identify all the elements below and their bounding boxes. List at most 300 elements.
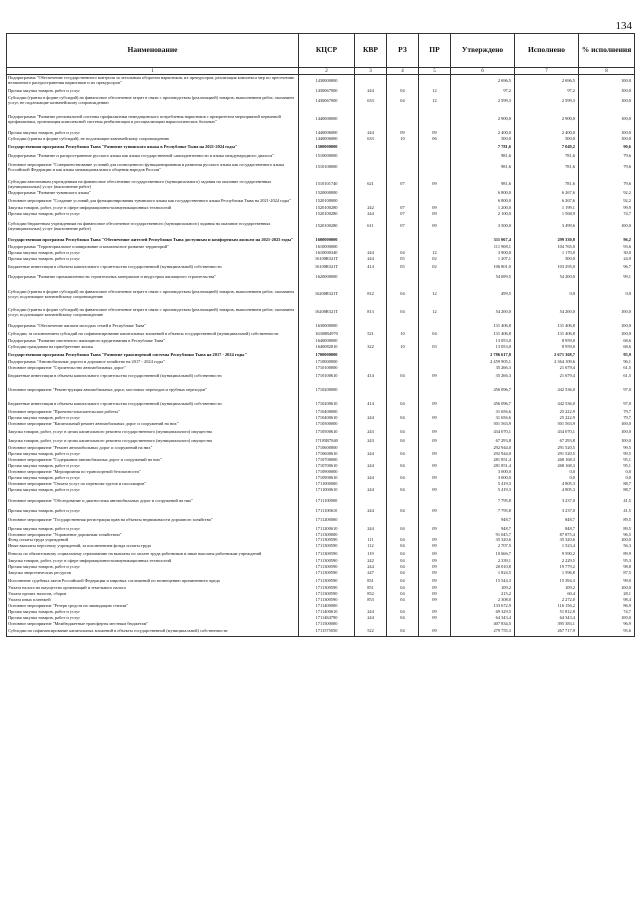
cell-kcsr: 1711000000 bbox=[299, 482, 355, 488]
cell-kvr: 242 bbox=[355, 559, 387, 565]
cell-approved: 215,2 bbox=[451, 592, 515, 598]
cell-executed: 15 394,3 bbox=[515, 577, 579, 586]
cell-name: Бюджетные инвестиции в объекты капитального строительства государственной (муниципальной) собственности bbox=[7, 263, 299, 272]
cell-executed: 104 765,0 bbox=[515, 245, 579, 251]
cell-percent: 100,0 bbox=[579, 95, 635, 108]
cell-kcsr: 1710600000 bbox=[299, 446, 355, 452]
cell-executed: 1 170,0 bbox=[515, 251, 579, 257]
cell-executed: 2 696,5 bbox=[515, 75, 579, 88]
cell-kvr: 414 bbox=[355, 372, 387, 382]
cell-rz: 04 bbox=[387, 488, 419, 494]
cell-kcsr: 1520100280 bbox=[299, 212, 355, 218]
cell-executed: 267 717,9 bbox=[515, 628, 579, 637]
table-row bbox=[7, 272, 635, 284]
cell-executed: 2 900,0 bbox=[515, 113, 579, 127]
table-row bbox=[7, 386, 635, 396]
cell-executed: 299 330,8 bbox=[515, 236, 579, 245]
cell-approved: 6 800,0 bbox=[451, 190, 515, 197]
cell-approved: 1 207,1 bbox=[451, 257, 515, 263]
cell-name: Бюджетные инвестиции в объекты капитального строительства государственной (муниципальной) собственности bbox=[7, 372, 299, 382]
cell-pr: 12 bbox=[419, 306, 451, 320]
cell-rz: 07 bbox=[387, 180, 419, 190]
cell-pr: 09 bbox=[419, 628, 451, 637]
cell-name: Подпрограмма "Автомобильные дороги и дорожное хозяйство на 2017 - 2024 годы" bbox=[7, 360, 299, 366]
cell-rz: 04 bbox=[387, 616, 419, 622]
cell-executed: 848,7 bbox=[515, 527, 579, 533]
table-row bbox=[7, 197, 635, 206]
cell-name: Основное мероприятие "Содержание автомобильных дорог и сооружений на них" bbox=[7, 458, 299, 464]
cell-pr: 09 bbox=[419, 416, 451, 422]
cell-rz: 04 bbox=[387, 538, 419, 544]
cell-rz: 07 bbox=[387, 222, 419, 232]
cell-name: Уплата иных платежей bbox=[7, 598, 299, 604]
cell-rz: 04 bbox=[387, 288, 419, 302]
cell-pr: 09 bbox=[419, 586, 451, 592]
table-row bbox=[7, 180, 635, 190]
cell-percent: 97,0 bbox=[579, 400, 635, 410]
cell-percent: 100,0 bbox=[579, 616, 635, 622]
cell-name: Основное мероприятие "Создание условий для функционирования тувинского языка как государственного языка Республики Тыва на 2021-2024 годы" bbox=[7, 197, 299, 206]
cell-pr bbox=[419, 75, 451, 88]
cell-kcsr: 1711300590 bbox=[299, 559, 355, 565]
cell-percent: 41,5 bbox=[579, 509, 635, 515]
cell-pr bbox=[419, 197, 451, 206]
cell-kcsr: 1710700000 bbox=[299, 458, 355, 464]
cell-kvr: 414 bbox=[355, 263, 387, 272]
cell-kcsr: 1630000000 bbox=[299, 324, 355, 330]
cell-kvr: 119 bbox=[355, 550, 387, 559]
cell-rz: 04 bbox=[387, 592, 419, 598]
cell-pr: 02 bbox=[419, 257, 451, 263]
cell-percent: 30,0 bbox=[579, 251, 635, 257]
column-number: 6 bbox=[451, 68, 515, 75]
cell-executed: 7 049,2 bbox=[515, 143, 579, 152]
cell-executed: 6 267,6 bbox=[515, 190, 579, 197]
cell-rz: 09 bbox=[387, 131, 419, 137]
cell-approved: 54 699,5 bbox=[451, 272, 515, 284]
cell-name: Основное мероприятие "Резерв средств на ликвидацию стихии" bbox=[7, 604, 299, 610]
cell-kvr: 852 bbox=[355, 592, 387, 598]
cell-percent: 95,1 bbox=[579, 458, 635, 464]
table-row bbox=[7, 143, 635, 152]
cell-percent: 74,7 bbox=[579, 610, 635, 616]
cell-pr: 12 bbox=[419, 251, 451, 257]
cell-name: Исполнение судебных актов Российской Федерации и мировых соглашений по возмещению причиненного вреда bbox=[7, 577, 299, 586]
cell-name: Прочая закупка товаров, работ и услуг bbox=[7, 131, 299, 137]
cell-pr: 12 bbox=[419, 288, 451, 302]
cell-approved: 64 343,4 bbox=[451, 616, 515, 622]
cell-approved: 3 500,0 bbox=[451, 222, 515, 232]
cell-percent: 79,6 bbox=[579, 161, 635, 175]
cell-approved: 2 900,0 bbox=[451, 113, 515, 127]
cell-rz: 04 bbox=[387, 527, 419, 533]
cell-kcsr: 1610000340 bbox=[299, 251, 355, 257]
cell-name: Государственная программа Республики Тыва "Развитие тувинского языка в Республике Тыва на 2021-2024 годы" bbox=[7, 143, 299, 152]
cell-percent: 89,5 bbox=[579, 527, 635, 533]
cell-rz: 04 bbox=[387, 437, 419, 446]
cell-executed: 64 343,4 bbox=[515, 616, 579, 622]
cell-name: Закупка товаров, работ, услуг в сфере информационно-коммуникационных технологий bbox=[7, 559, 299, 565]
cell-approved: 1 824,5 bbox=[451, 571, 515, 577]
table-body bbox=[7, 75, 635, 637]
cell-rz bbox=[387, 498, 419, 505]
cell-rz: 04 bbox=[387, 372, 419, 382]
cell-executed: 109,2 bbox=[515, 586, 579, 592]
cell-pr: 02 bbox=[419, 263, 451, 272]
cell-executed: 97,2 bbox=[515, 88, 579, 95]
cell-kcsr: 1711300590 bbox=[299, 538, 355, 544]
cell-percent: 97,0 bbox=[579, 386, 635, 396]
cell-executed: 1 596,8 bbox=[515, 571, 579, 577]
cell-approved: 91 045,7 bbox=[451, 533, 515, 538]
cell-percent: 79,7 bbox=[579, 416, 635, 422]
cell-kvr: 244 bbox=[355, 131, 387, 137]
cell-percent: 0,0 bbox=[579, 288, 635, 302]
cell-percent: 68,6 bbox=[579, 339, 635, 345]
cell-kcsr: 1711200000 bbox=[299, 515, 355, 527]
cell-rz bbox=[387, 236, 419, 245]
cell-pr: 09 bbox=[419, 488, 451, 494]
cell-kvr bbox=[355, 236, 387, 245]
cell-pr: 09 bbox=[419, 538, 451, 544]
cell-executed: 2 272,0 bbox=[515, 598, 579, 604]
cell-name: Субсидии автономным учреждениям на финансовое обеспечение государственного (муниципального) задания на оказание государственных (муниципальных) услуг (выполнение работ) bbox=[7, 180, 299, 190]
cell-kvr: 621 bbox=[355, 180, 387, 190]
cell-kvr: 243 bbox=[355, 437, 387, 446]
cell-name: Прочая закупка товаров, работ и услуг bbox=[7, 464, 299, 470]
cell-pr: 09 bbox=[419, 476, 451, 482]
column-number-row bbox=[7, 68, 635, 75]
cell-percent: 100,0 bbox=[579, 428, 635, 437]
cell-name: Прочая закупка товаров, работ и услуг bbox=[7, 257, 299, 263]
cell-name: Субсидии (гранты в форме субсидий) на финансовое обеспечение затрат в связи с производством (реализацией) товаров, выполнением работ, оказанием услуг, подлежащие казначейскому сопровождению bbox=[7, 288, 299, 302]
cell-kcsr: 1711300590 bbox=[299, 571, 355, 577]
cell-rz: 04 bbox=[387, 509, 419, 515]
cell-kcsr: 1440006000 bbox=[299, 137, 355, 143]
cell-kvr: 853 bbox=[355, 598, 387, 604]
cell-kvr bbox=[355, 272, 387, 284]
cell-approved: 7 781,6 bbox=[451, 143, 515, 152]
cell-name: Основное мероприятие "Мероприятия по транспортной безопасности" bbox=[7, 470, 299, 476]
cell-kcsr: 1711300590 bbox=[299, 592, 355, 598]
cell-kcsr: 1711300590 bbox=[299, 577, 355, 586]
cell-percent: 56,3 bbox=[579, 544, 635, 550]
cell-executed: 848,7 bbox=[515, 515, 579, 527]
cell-rz bbox=[387, 272, 419, 284]
cell-kcsr: 1430067000 bbox=[299, 88, 355, 95]
cell-approved: 97,2 bbox=[451, 88, 515, 95]
cell-approved: 2 339,1 bbox=[451, 559, 515, 565]
cell-pr bbox=[419, 161, 451, 175]
cell-rz: 10 bbox=[387, 330, 419, 339]
cell-executed: 21 679,4 bbox=[515, 366, 579, 372]
cell-kcsr: 1610000000 bbox=[299, 245, 355, 251]
cell-approved: 54 200,0 bbox=[451, 306, 515, 320]
cell-executed: 0,0 bbox=[515, 476, 579, 482]
cell-approved: 13 053,0 bbox=[451, 345, 515, 351]
cell-kcsr: 1510101740 bbox=[299, 180, 355, 190]
cell-kvr bbox=[355, 75, 387, 88]
table-row bbox=[7, 628, 635, 637]
cell-approved: 5 419,3 bbox=[451, 488, 515, 494]
cell-percent: 100,0 bbox=[579, 422, 635, 428]
cell-rz: 04 bbox=[387, 400, 419, 410]
cell-kcsr: 1710900610 bbox=[299, 476, 355, 482]
cell-kcsr: 1711200610 bbox=[299, 527, 355, 533]
cell-executed: 25 222,9 bbox=[515, 416, 579, 422]
cell-executed: 35 320,6 bbox=[515, 538, 579, 544]
cell-kcsr: 17105R7840 bbox=[299, 437, 355, 446]
cell-approved: 5 419,3 bbox=[451, 482, 515, 488]
cell-name: Бюджетные инвестиции в объекты капитального строительства государственной (муниципальной) собственности bbox=[7, 400, 299, 410]
cell-percent: 100,0 bbox=[579, 222, 635, 232]
cell-pr: 09 bbox=[419, 437, 451, 446]
cell-rz: 04 bbox=[387, 577, 419, 586]
cell-rz: 04 bbox=[387, 251, 419, 257]
cell-executed: 6 267,6 bbox=[515, 197, 579, 206]
table-row bbox=[7, 306, 635, 320]
cell-pr: 09 bbox=[419, 544, 451, 550]
cell-kcsr: 1710100610 bbox=[299, 372, 355, 382]
header-pr: ПР bbox=[419, 34, 451, 68]
table-row bbox=[7, 515, 635, 527]
cell-percent: 61,5 bbox=[579, 372, 635, 382]
cell-name: Прочая закупка товаров, работ и услуг bbox=[7, 416, 299, 422]
cell-approved: 2 100,0 bbox=[451, 212, 515, 218]
cell-rz: 04 bbox=[387, 610, 419, 616]
cell-executed: 67 293,8 bbox=[515, 437, 579, 446]
cell-name: Прочая закупка товаров, работ и услуг bbox=[7, 610, 299, 616]
table-row bbox=[7, 330, 635, 339]
cell-approved: 501 563,9 bbox=[451, 422, 515, 428]
cell-kcsr: 1520100000 bbox=[299, 197, 355, 206]
cell-pr bbox=[419, 386, 451, 396]
cell-percent: 96,1 bbox=[579, 360, 635, 366]
cell-kcsr: 1710600610 bbox=[299, 452, 355, 458]
cell-percent: 0,0 bbox=[579, 470, 635, 476]
cell-executed: 116 156,2 bbox=[515, 604, 579, 610]
cell-executed: 2 364 109,6 bbox=[515, 360, 579, 366]
cell-name: Закупка товаров, работ, услуг в сфере информационно-коммуникационных технологий bbox=[7, 206, 299, 212]
column-number: 2 bbox=[299, 68, 355, 75]
cell-executed: 54 200,0 bbox=[515, 272, 579, 284]
cell-pr: 09 bbox=[419, 212, 451, 218]
cell-kcsr: 1710700610 bbox=[299, 464, 355, 470]
cell-kcsr: 1711400000 bbox=[299, 604, 355, 610]
cell-pr: 09 bbox=[419, 372, 451, 382]
cell-pr bbox=[419, 272, 451, 284]
cell-approved: 7 795,8 bbox=[451, 498, 515, 505]
cell-rz: 04 bbox=[387, 95, 419, 108]
cell-name: Основное мероприятие "Строительство автомобильных дорог" bbox=[7, 366, 299, 372]
cell-rz: 04 bbox=[387, 416, 419, 422]
cell-approved: 13 053,0 bbox=[451, 339, 515, 345]
cell-kcsr: 1710200000 bbox=[299, 386, 355, 396]
cell-approved: 434 070,1 bbox=[451, 428, 515, 437]
cell-kcsr: 1500000000 bbox=[299, 143, 355, 152]
column-number: 5 bbox=[419, 68, 451, 75]
cell-rz bbox=[387, 515, 419, 527]
cell-name: Прочая закупка товаров, работ и услуг bbox=[7, 527, 299, 533]
cell-pr: 09 bbox=[419, 592, 451, 598]
cell-percent: 100,0 bbox=[579, 137, 635, 143]
cell-pr bbox=[419, 113, 451, 127]
cell-name: Иные выплаты персоналу учреждений, за исключением фонда оплаты труда bbox=[7, 544, 299, 550]
cell-percent: 28,1 bbox=[579, 592, 635, 598]
cell-percent: 41,5 bbox=[579, 498, 635, 505]
cell-name: Подпрограмма "Обеспечение государственного контроля за легальным оборотом наркотиков, их прекурсоров, реализация комплекса мер по пресечению незаконного распространения наркотиков и их прекурсоров" bbox=[7, 75, 299, 88]
cell-executed: 87 875,4 bbox=[515, 533, 579, 538]
cell-kvr: 112 bbox=[355, 544, 387, 550]
cell-executed: 0,0 bbox=[515, 470, 579, 476]
cell-executed: 21 679,4 bbox=[515, 372, 579, 382]
table-row bbox=[7, 152, 635, 161]
cell-percent: 100,0 bbox=[579, 113, 635, 127]
cell-approved: 281 851,4 bbox=[451, 464, 515, 470]
cell-pr: 09 bbox=[419, 610, 451, 616]
cell-percent: 79,6 bbox=[579, 180, 635, 190]
table-row bbox=[7, 351, 635, 360]
cell-pr: 09 bbox=[419, 509, 451, 515]
table-row bbox=[7, 372, 635, 382]
cell-approved: 2 707,5 bbox=[451, 544, 515, 550]
cell-kvr: 633 bbox=[355, 95, 387, 108]
cell-name: Прочая закупка товаров, работ и услуг bbox=[7, 88, 299, 95]
header-name: Наименование bbox=[7, 34, 299, 68]
cell-rz: 04 bbox=[387, 544, 419, 550]
cell-kcsr: 1710400610 bbox=[299, 416, 355, 422]
table-row bbox=[7, 428, 635, 437]
cell-percent: 86,9 bbox=[579, 604, 635, 610]
cell-name: Прочая закупка товаров, работ и услуг bbox=[7, 488, 299, 494]
header-kvr: КВР bbox=[355, 34, 387, 68]
cell-kcsr: 1711400610 bbox=[299, 610, 355, 616]
column-number: 4 bbox=[387, 68, 419, 75]
cell-kvr: 111 bbox=[355, 538, 387, 544]
cell-kvr: 244 bbox=[355, 610, 387, 616]
cell-name: Прочая закупка товаров, работ и услуг bbox=[7, 476, 299, 482]
cell-executed: 8 959,0 bbox=[515, 345, 579, 351]
cell-percent: 95,3 bbox=[579, 559, 635, 565]
cell-name: Подпрограмма "Территориальное планирование и комплексное развитие территорий" bbox=[7, 245, 299, 251]
cell-percent: 87,5 bbox=[579, 571, 635, 577]
cell-kvr bbox=[355, 113, 387, 127]
cell-kcsr: 1711300590 bbox=[299, 586, 355, 592]
cell-pr: 09 bbox=[419, 452, 451, 458]
cell-percent: 89,9 bbox=[579, 550, 635, 559]
cell-pr: 12 bbox=[419, 88, 451, 95]
cell-approved: 3 900,0 bbox=[451, 251, 515, 257]
cell-percent: 96,2 bbox=[579, 236, 635, 245]
cell-executed: 2 671 368,7 bbox=[515, 351, 579, 360]
cell-name: Основное мероприятие "Межбюджетные трансферты местным бюджетам" bbox=[7, 622, 299, 628]
cell-pr: 03 bbox=[419, 345, 451, 351]
cell-kcsr: 1710500610 bbox=[299, 428, 355, 437]
cell-executed: 3 237,0 bbox=[515, 509, 579, 515]
cell-approved: 2 696,5 bbox=[451, 75, 515, 88]
cell-percent: 92,2 bbox=[579, 197, 635, 206]
cell-kcsr: 1620000000 bbox=[299, 272, 355, 284]
cell-executed: 54 200,0 bbox=[515, 306, 579, 320]
cell-kvr bbox=[355, 161, 387, 175]
cell-kvr: 242 bbox=[355, 206, 387, 212]
cell-percent: 79,6 bbox=[579, 152, 635, 161]
cell-pr: 09 bbox=[419, 400, 451, 410]
cell-name: Субсидии бюджетным учреждениям на финансовое обеспечение государственного (муниципального) задания на оказание государственных (муниципальных) услуг (выполнение работ) bbox=[7, 222, 299, 232]
cell-executed: 51 812,8 bbox=[515, 610, 579, 616]
cell-kvr: 244 bbox=[355, 509, 387, 515]
table-header-row bbox=[7, 34, 635, 68]
header-executed: Исполнено bbox=[515, 34, 579, 68]
cell-pr bbox=[419, 152, 451, 161]
cell-kvr: 244 bbox=[355, 616, 387, 622]
cell-kcsr: 1440000000 bbox=[299, 113, 355, 127]
cell-kcsr: 16200R321T bbox=[299, 288, 355, 302]
cell-name: Основное мероприятие "Обследование и диагностика автомобильных дорог и сооружений на них" bbox=[7, 498, 299, 505]
cell-rz: 10 bbox=[387, 345, 419, 351]
table-row bbox=[7, 222, 635, 232]
cell-kvr: 244 bbox=[355, 565, 387, 571]
cell-name: Основное мероприятие "Совершенствование условий для полноценного функционирования и развития русского языка как государственного языка Российской Федерации и как языка межнационального общения народов России" bbox=[7, 161, 299, 175]
cell-kvr: 244 bbox=[355, 476, 387, 482]
table-row bbox=[7, 263, 635, 272]
cell-approved: 2 459 905,1 bbox=[451, 360, 515, 366]
cell-executed: 781,6 bbox=[515, 152, 579, 161]
cell-executed: 2 400,0 bbox=[515, 131, 579, 137]
cell-approved: 500,0 bbox=[451, 137, 515, 143]
header-kcsr: КЦСР bbox=[299, 34, 355, 68]
cell-percent: 0,0 bbox=[579, 476, 635, 482]
cell-approved: 6 800,0 bbox=[451, 197, 515, 206]
cell-percent: 98,4 bbox=[579, 598, 635, 604]
cell-kvr: 244 bbox=[355, 251, 387, 257]
cell-percent: 100,0 bbox=[579, 75, 635, 88]
table-row bbox=[7, 498, 635, 505]
cell-executed: 2 229,5 bbox=[515, 559, 579, 565]
cell-name: Субсидии (гранты в форме субсидий) на финансовое обеспечение затрат в связи с производством (реализацией) товаров, выполнением работ, оказанием услуг, подлежащие казначейскому сопровождению bbox=[7, 306, 299, 320]
cell-approved: 981,6 bbox=[451, 152, 515, 161]
cell-name: Прочая закупка товаров, работ и услуг bbox=[7, 452, 299, 458]
cell-name: Взносы по обязательному социальному страхованию на выплаты по оплате труда работников и иные выплаты работникам учреждений bbox=[7, 550, 299, 559]
cell-rz: 04 bbox=[387, 628, 419, 637]
cell-executed: 442 536,0 bbox=[515, 400, 579, 410]
cell-pr: 09 bbox=[419, 577, 451, 586]
cell-name: Закупка товаров, работ, услуг в целях капитального ремонта государственного (муниципального) имущества bbox=[7, 437, 299, 446]
cell-name: Прочая закупка товаров, работ и услуг bbox=[7, 565, 299, 571]
cell-executed: 268 168,3 bbox=[515, 458, 579, 464]
cell-name: Субсидии (гранты в форме субсидий), не подлежащие казначейскому сопровождению bbox=[7, 137, 299, 143]
cell-executed: 1 199,1 bbox=[515, 206, 579, 212]
cell-kvr: 611 bbox=[355, 222, 387, 232]
cell-approved: 456 096,7 bbox=[451, 386, 515, 396]
cell-executed: 1 568,9 bbox=[515, 212, 579, 218]
cell-approved: 2 599,3 bbox=[451, 95, 515, 108]
cell-approved: 981,6 bbox=[451, 180, 515, 190]
cell-rz: 04 bbox=[387, 428, 419, 437]
cell-percent: 74,7 bbox=[579, 212, 635, 218]
cell-kvr: 812 bbox=[355, 288, 387, 302]
cell-percent: 99,5 bbox=[579, 452, 635, 458]
cell-kvr bbox=[355, 197, 387, 206]
cell-percent: 100,0 bbox=[579, 538, 635, 544]
cell-percent: 95,1 bbox=[579, 464, 635, 470]
cell-executed: 19 779,2 bbox=[515, 565, 579, 571]
cell-name: Основное мероприятие "Государственная регистрация прав на объекты недвижимости дорожного хозяйства" bbox=[7, 515, 299, 527]
cell-percent: 95,9 bbox=[579, 351, 635, 360]
cell-pr: 09 bbox=[419, 598, 451, 604]
table-row bbox=[7, 236, 635, 245]
cell-percent: 100,0 bbox=[579, 306, 635, 320]
